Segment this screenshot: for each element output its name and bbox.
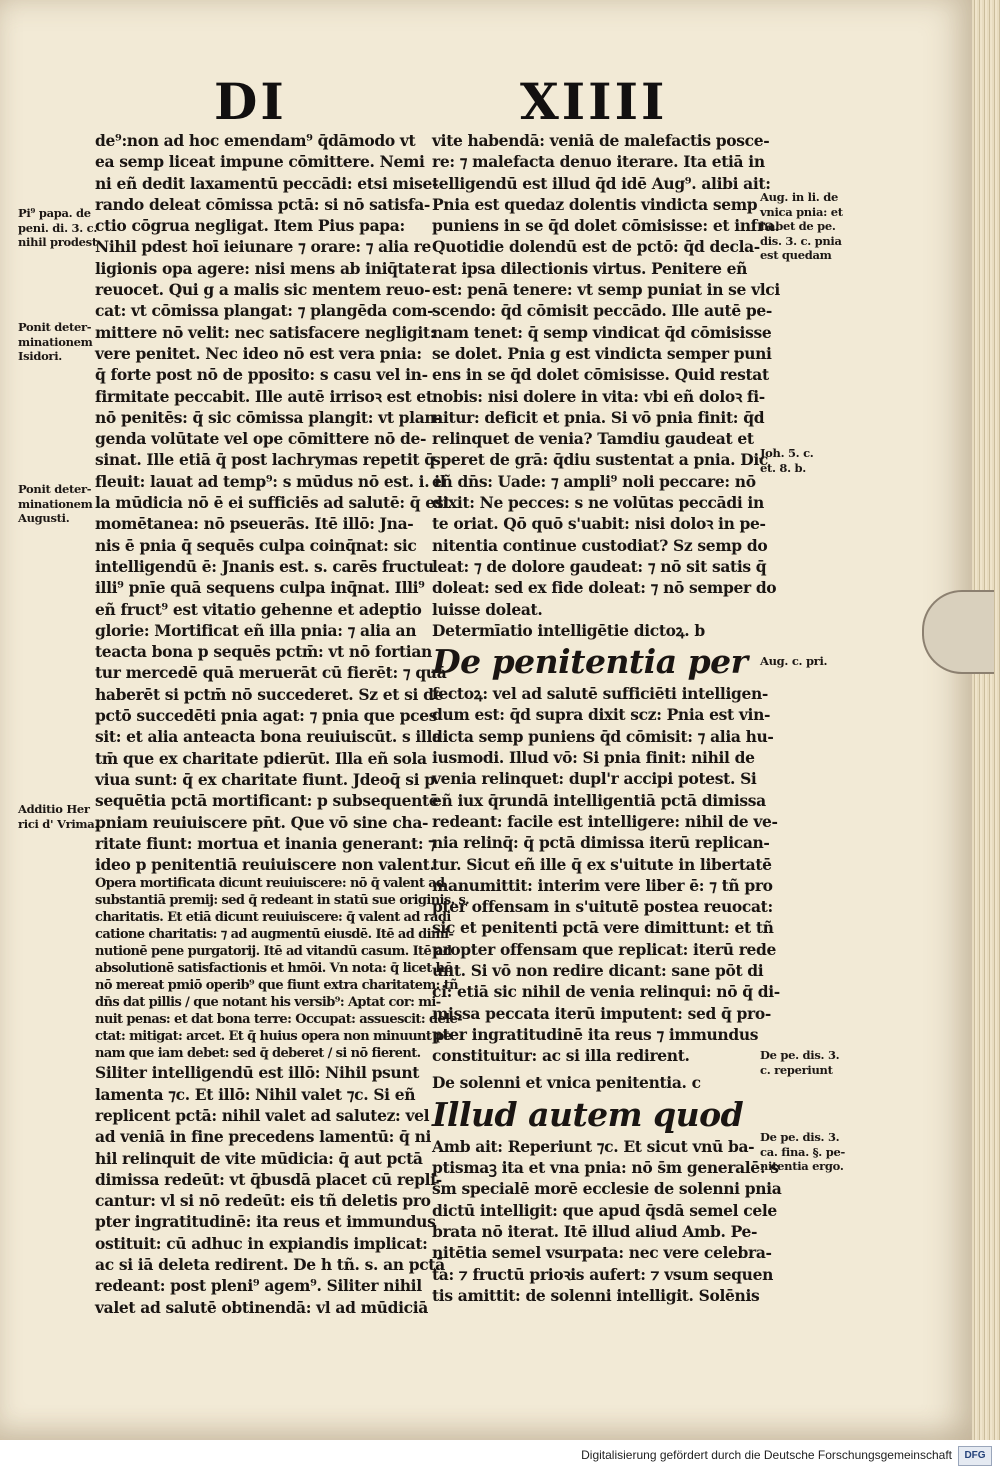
text-line: nihil prodest xyxy=(18,235,97,249)
text-line: minationem xyxy=(18,496,93,511)
text-line: ad veniā in fine precedens lamentū: q̄ ni xyxy=(95,1127,432,1147)
text-line: reuocet. Qui g a malis sic mentem reuo- xyxy=(95,280,431,300)
text-line: ens in se q̄d dolet cōmisisse. Quid restat xyxy=(432,365,769,385)
text-line: nō penitēs: q̄ sic cōmissa plangit: vt plan- xyxy=(95,407,442,427)
text-line: vite habendā: veniā de malefactis posce- xyxy=(432,131,770,150)
text-line: nis ē pnia q̄ sequēs culpa coinq̄nat: sic xyxy=(95,535,417,555)
text-line: dum est: q̄d supra dixit scz: Pnia est vin- xyxy=(432,705,771,725)
margin-note-depe-penitentia xyxy=(760,1130,845,1174)
text-line: pter offensam in s'uitutē postea reuocat: xyxy=(432,897,773,917)
text-line: Ponit deter- xyxy=(18,482,92,496)
right-main-text-a xyxy=(432,130,780,620)
text-line: minationem xyxy=(18,334,93,349)
text-line: dixit: Ne pecces: s ne volūtas peccādi in xyxy=(432,493,764,513)
text-line: c. reperiunt xyxy=(760,1062,833,1077)
text-line: unt. Si vō non redire dicant: sane pōt di xyxy=(432,960,764,980)
text-line: nitur: deficit et pnia. Si vō pnia finit: q̄d xyxy=(432,407,765,427)
text-line: redeant: post pleni⁹ agem⁹. Siliter nihil xyxy=(95,1276,422,1296)
text-line: viua sunt: q̄ ex charitate fiunt. Jdeoq̄ si p xyxy=(95,769,435,789)
text-line: Opera mortificata dicunt reuiuiscere: nō q̄ valent ad xyxy=(95,876,445,892)
text-line: telligendū est illud q̄d idē Aug⁹. alibi ait: xyxy=(432,173,771,193)
text-line: la mūdicia nō ē ei sufficiēs ad salutē: q̄ est xyxy=(95,493,451,513)
text-line: speret de grā: q̄diu sustentat a pnia. Dic xyxy=(432,450,768,470)
text-line: valet ad salutē obtinendā: vl ad mūdiciā xyxy=(95,1297,428,1317)
text-line: pctō succedēti pnia agat: ⁊ pnia que pces xyxy=(95,706,438,726)
text-line: absolutionē satisfactionis et hmōi. Vn nota: q̄ licet hō xyxy=(95,961,453,977)
text-line: eñ fruct⁹ est vitatio gehenne et adeptio xyxy=(95,599,422,619)
text-line: rat ipsa dilectionis virtus. Penitere eñ xyxy=(432,258,748,278)
text-line: redeant: facile est intelligere: nihil de ve- xyxy=(432,811,778,831)
margin-note-additio xyxy=(18,802,98,831)
text-line: venia relinquet: dupl'r accipi potest. Si xyxy=(432,769,757,789)
margin-note-depe-reperiunt xyxy=(760,1048,839,1077)
text-line: nam tenet: q̄ semp vindicat q̄d cōmisisse xyxy=(432,322,772,342)
text-line: luisse doleat. xyxy=(432,599,543,619)
text-line: te oriat. Qō quō s'uabit: nisi doloꝛ in pe- xyxy=(432,514,766,534)
text-line: firmitate peccabit. Ille autē irrisoꝛ est et xyxy=(95,386,433,406)
text-line: ctat: mitigat: arcet. Et q̄ huius opera non minuunt pe xyxy=(95,1029,452,1045)
text-line: momētanea: nō pseuerās. Itē illō: Jna- xyxy=(95,514,414,534)
text-line: Quotidie dolendū est de pctō: q̄d decla- xyxy=(432,237,760,257)
text-line: Pi⁹ papa. de xyxy=(18,206,91,220)
text-line: scendo: q̄d cōmisit peccādo. Ille autē pe- xyxy=(432,301,773,321)
left-addition-note xyxy=(95,875,470,1062)
text-line: q̄ forte post nō de pposito: s casu vel in- xyxy=(95,365,428,385)
text-line: dn̄s dat pillis / que notant his versib⁹: Aptat cor: mi- xyxy=(95,995,441,1011)
text-line: sic et penitenti pctā vere dimittunt: et tñ xyxy=(432,918,774,938)
text-line: nitētia semel vsurpata: nec vere celebra- xyxy=(432,1243,772,1263)
left-main-text-a xyxy=(95,130,451,875)
text-line: pter ingratitudinē ita reus ⁊ immundus xyxy=(432,1024,759,1044)
text-line: re: ⁊ malefacta denuo iterare. Ita etiā in xyxy=(432,152,765,172)
text-line: cat: vt cōmissa plangat: ⁊ plangēda com- xyxy=(95,301,434,321)
text-line: fectoꝝ: vel ad salutē sufficiēti intelligen- xyxy=(432,684,769,704)
text-line: Isidori. xyxy=(18,349,62,363)
text-line: propter offensam que replicat: iterū rede xyxy=(432,939,777,959)
text-line: constituitur: ac si illa redirent. xyxy=(432,1046,690,1066)
text-line: nobis: nisi dolere in vita: vbi eñ doloꝛ fi- xyxy=(432,386,765,406)
text-line: nō mereat pmiō operib⁹ que fiunt extra charitatem: tñ xyxy=(95,978,459,994)
text-line: replicent pctā: nihil valet ad salutez: vel xyxy=(95,1105,430,1125)
text-line: Ponit deter- xyxy=(18,320,92,334)
text-line: intelligendū ē: Jnanis est. s. carēs fructu xyxy=(95,556,434,576)
text-line: dis. 3. c. pnia xyxy=(760,233,842,248)
text-line: ta: ⁊ fructū prioꝛis aufert: ⁊ vsum sequen xyxy=(432,1264,774,1284)
text-line: Siliter intelligendū est illō: Nihil psunt xyxy=(95,1063,420,1083)
footer-bar xyxy=(0,1440,1000,1470)
right-column xyxy=(432,130,782,1306)
text-line: sequētia pctā mortificant: p subsequentē xyxy=(95,791,439,811)
margin-note-isidori xyxy=(18,320,93,364)
text-line: tur. Sicut eñ ille q̄ ex s'uitute in libertatē xyxy=(432,854,772,874)
text-line: ligionis opa agere: nisi mens ab iniq̄tate xyxy=(95,258,431,278)
dfg-logo: DFG xyxy=(958,1446,992,1466)
margin-note-aug-unica xyxy=(760,190,843,263)
text-line: dictū intelligit: que apud q̄sdā semel cele xyxy=(432,1200,777,1220)
text-line: De pe. dis. 3. xyxy=(760,1048,840,1062)
margin-note-augusti xyxy=(18,482,93,526)
right-main-text-b xyxy=(432,683,780,1066)
text-line: relinquet de venia? Tamdiu gaudeat et xyxy=(432,429,754,449)
text-line: haberēt si pctm̄ nō succederet. Sz et si de xyxy=(95,684,444,704)
running-head-right: XIIII xyxy=(520,72,668,131)
text-line: brata nō iterat. Itē illud aliud Amb. Pe- xyxy=(432,1221,758,1241)
text-line: Aug. in li. de xyxy=(760,190,838,204)
text-line: eñ iux q̄rundā intelligentiā pctā dimissa xyxy=(432,790,766,810)
text-line: habet de pe. xyxy=(760,219,836,233)
text-line: genda volūtate vel ope cōmittere nō de- xyxy=(95,429,427,449)
text-line: Amb ait: Reperiunt ⁊c. Et sicut vnū ba- xyxy=(432,1136,755,1156)
text-line: Nihil pdest hoī ieiunare ⁊ orare: ⁊ alia re xyxy=(95,237,431,257)
running-head-left: DI xyxy=(214,72,287,131)
text-line: fleuit: lauat ad temp⁹: s mūdus nō est. i. il xyxy=(95,471,446,491)
text-line: nitentia continue custodiat? Sz semp do xyxy=(432,535,768,555)
text-line: vnica pnia: et xyxy=(760,204,843,219)
text-line: charitatis. Et etiā dicunt reuiuiscere: q̄ valent ad radi xyxy=(95,910,451,926)
text-line: substantiā premij: sed q̄ redeant in statū sue originis. s. xyxy=(95,893,470,909)
text-line: pter ingratitudinē: ita reus et immundus xyxy=(95,1212,436,1232)
text-line: nam que iam debet: sed q̄ deberet / si nō fierent. xyxy=(95,1046,421,1062)
text-line: Additio Her xyxy=(18,802,90,816)
section-initial-b: De penitentia per xyxy=(432,642,748,682)
text-line: nuit penas: et dat bona terre: Occupat: assuescit: dele- xyxy=(95,1012,462,1028)
text-line: manumittit: interim vere liber ē: ⁊ tñ pro xyxy=(432,875,773,895)
text-line: rici d' Vrima. xyxy=(18,816,99,831)
text-line: vere penitet. Nec ideo nō est vera pnia: xyxy=(95,343,422,363)
text-line: tur mercedē quā meruerāt cū fierēt: ⁊ quā xyxy=(95,663,447,683)
text-line: puniens in se q̄d dolet cōmisisse: et infra. xyxy=(432,216,780,236)
text-line: se dolet. Pnia g est vindicta semper puni xyxy=(432,343,772,363)
text-line: tm̄ que ex charitate pdierūt. Illa eñ sola xyxy=(95,748,427,768)
text-line: ca. fina. §. pe- xyxy=(760,1144,845,1159)
text-line: Joh. 5. c. xyxy=(760,446,814,460)
text-line: hil relinquit de vite mūdicia: q̄ aut pctā xyxy=(95,1148,423,1168)
text-line: ci: etiā sic nihil de venia relinqui: nō q̄ di- xyxy=(432,982,780,1002)
text-line: dicta semp puniens q̄d cōmisit: ⁊ alia hu- xyxy=(432,726,774,746)
margin-note-aug-pri xyxy=(760,654,827,669)
text-line: tis amittit: de solenni intelligit. Solēnis xyxy=(432,1285,760,1305)
text-line: pniam reuiuiscere pn̄t. Que vō sine cha- xyxy=(95,812,429,832)
text-line: Augusti. xyxy=(18,511,70,525)
page-clip xyxy=(922,590,994,674)
text-line: Pnia est quedaz dolentis vindicta semp xyxy=(432,194,758,214)
section-heading-c: De solenni et vnica penitentia. c xyxy=(432,1073,701,1093)
text-line: leat: ⁊ de dolore gaudeat: ⁊ nō sit satis q̄ xyxy=(432,556,767,576)
text-line: cantur: vl si nō redeūt: eis tñ deletis pro xyxy=(95,1191,431,1211)
text-line: ostituit: cū adhuc in expiandis implicat: xyxy=(95,1233,428,1253)
text-line: sit: et alia anteacta bona reuiuiscūt. s illa xyxy=(95,727,442,747)
left-column xyxy=(95,130,470,1318)
section-initial-c: Illud autem quod xyxy=(432,1094,744,1134)
text-line: nia relinq̄: q̄ pctā dimissa iterū replican- xyxy=(432,833,770,853)
text-line: ac si iā deleta redirent. De h tñ. s. an pctā xyxy=(95,1255,445,1275)
text-line: rando deleat cōmissa pctā: si nō satisfa- xyxy=(95,194,431,214)
text-line: De pe. dis. 3. xyxy=(760,1130,840,1144)
text-line: eñ dn̄s: Uade: ⁊ ampli⁹ noli peccare: nō xyxy=(432,471,756,491)
text-line: iusmodi. Illud vō: Si pnia finit: nihil de xyxy=(432,748,755,768)
right-main-text-c xyxy=(432,1136,782,1306)
text-line: catione charitatis: ⁊ ad augmentū eiusdē. Itē ad dimi- xyxy=(95,927,454,943)
text-line: et. 8. b. xyxy=(760,460,806,475)
text-line: nitentia ergo. xyxy=(760,1159,844,1173)
text-line: Aug. c. pri. xyxy=(760,654,828,668)
page-edges xyxy=(972,0,1000,1440)
text-line: mittere nō velit: nec satisfacere negligit: xyxy=(95,322,436,342)
margin-note-pius xyxy=(18,206,97,250)
text-line: illi⁹ pnīe quā sequens culpa inq̄nat. Illi⁹ xyxy=(95,578,425,598)
text-line: s̄m specialē morē ecclesie de solenni pnia xyxy=(432,1179,782,1199)
text-line: ideo p penitentiā reuiuiscere non valent. xyxy=(95,855,435,875)
text-line: glorie: Mortificat eñ illa pnia: ⁊ alia an xyxy=(95,620,417,640)
text-line: missa peccata iterū imputent: sed q̄ pro- xyxy=(432,1003,771,1023)
text-line: dimissa redeūt: vt q̄busdā placet cū repli- xyxy=(95,1169,442,1189)
text-line: ctio cōgrua negligat. Item Pius papa: xyxy=(95,216,405,236)
margin-note-joh xyxy=(760,446,814,475)
text-line: ritate fiunt: mortua et inania generant: ⁊ xyxy=(95,833,436,853)
text-line: teacta bona p sequēs pctm̄: vt nō fortian xyxy=(95,642,432,662)
text-line: est quedam xyxy=(760,248,832,262)
text-line: de⁹:non ad hoc emendam⁹ q̄dāmodo vt xyxy=(95,131,416,150)
left-main-text-b xyxy=(95,1062,445,1318)
text-line: est: penā tenere: vt semp puniat in se vlci xyxy=(432,280,780,300)
text-line: nutionē pene purgatorij. Itē ad vitandū casum. Itē ad xyxy=(95,944,452,960)
text-line: ptismaꝫ ita et vna pnia: nō s̄m generalē: s xyxy=(432,1158,779,1178)
text-line: lamenta ⁊c. Et illō: Nihil valet ⁊c. Si eñ xyxy=(95,1084,416,1104)
text-line: doleat: sed ex fide doleat: ⁊ nō semper do xyxy=(432,578,777,598)
text-line: sinat. Ille etiā q̄ post lachrymas repetit q̄ xyxy=(95,450,435,470)
footer-credit: Digitalisierung gefördert durch die Deutsche Forschungsgemeinschaft xyxy=(581,1448,952,1462)
section-heading-b: Determīatio intelligētie dictoꝝ. b xyxy=(432,620,705,640)
text-line: ni eñ dedit laxamentū peccādi: etsi mise- xyxy=(95,173,439,193)
text-line: ea semp liceat impune cōmittere. Nemi xyxy=(95,152,425,172)
text-line: peni. di. 3. c. xyxy=(18,220,98,235)
